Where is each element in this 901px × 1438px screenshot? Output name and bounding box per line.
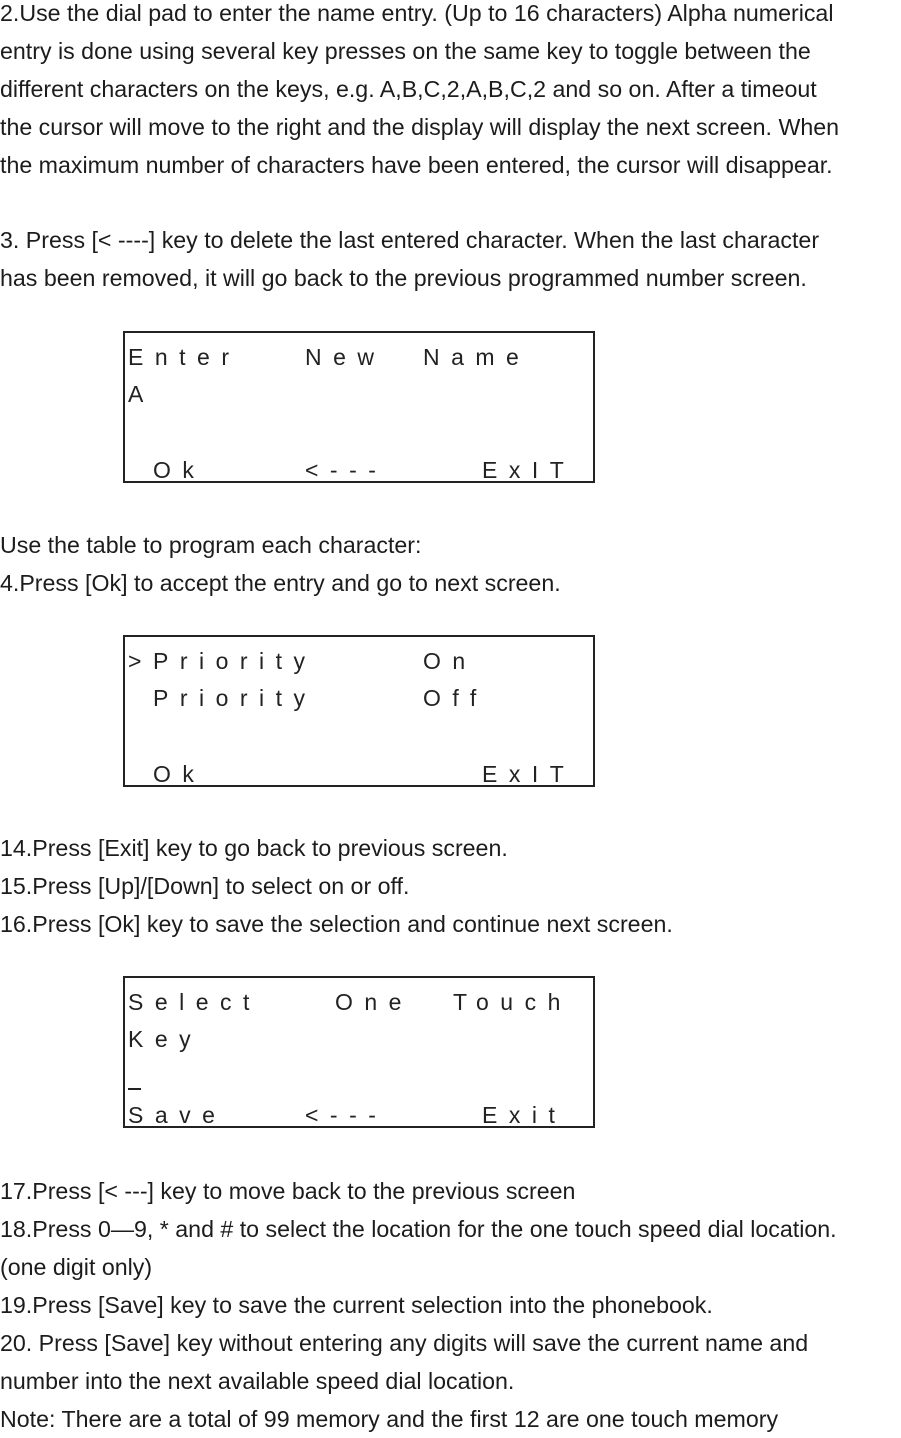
screen-title-word: Key bbox=[128, 1026, 203, 1052]
text-line: 19.Press [Save] key to save the current selection into the phonebook. bbox=[0, 1292, 713, 1318]
softkey-ok: Ok bbox=[153, 457, 206, 483]
priority-off-value: Off bbox=[423, 685, 488, 711]
softkey-backspace: <--- bbox=[305, 1102, 388, 1128]
text-line: the maximum number of characters have been entered, the cursor will disappear. bbox=[0, 152, 833, 178]
text-line: 16.Press [Ok] key to save the selection and continue next screen. bbox=[0, 911, 673, 937]
text-line: Note: There are a total of 99 memory and the first 12 are one touch memory bbox=[0, 1406, 779, 1432]
softkey-exit: Exit bbox=[482, 1102, 567, 1128]
text-line: entry is done using several key presses on the same key to toggle between the bbox=[0, 38, 811, 64]
softkey-exit: ExIT bbox=[482, 457, 576, 483]
text-line: 3. Press [< ----] key to delete the last entered character. When the last character bbox=[0, 227, 820, 253]
text-line: 14.Press [Exit] key to go back to previous screen. bbox=[0, 835, 508, 861]
step3-paragraph bbox=[0, 221, 819, 297]
screen-title-word: Name bbox=[423, 344, 531, 370]
softkey-backspace: <--- bbox=[305, 457, 388, 483]
text-line: 2.Use the dial pad to enter the name entry. (Up to 16 characters) Alpha numerical bbox=[0, 0, 834, 26]
priority-off-label: Priority bbox=[153, 685, 317, 711]
intro-paragraph bbox=[0, 0, 839, 184]
priority-on-label: Priority bbox=[153, 648, 317, 674]
text-line: has been removed, it will go back to the previous programmed number screen. bbox=[0, 265, 807, 291]
selection-pointer: > bbox=[128, 648, 142, 674]
text-line: 4.Press [Ok] to accept the entry and go to next screen. bbox=[0, 570, 561, 596]
after-priority-paragraph bbox=[0, 829, 673, 943]
lcd-screen-priority bbox=[123, 635, 595, 787]
after-name-paragraph bbox=[0, 526, 561, 602]
text-line: 20. Press [Save] key without entering any digits will save the current name and bbox=[0, 1330, 809, 1356]
lcd-screen-enter-name bbox=[123, 331, 595, 483]
after-onetouch-paragraph bbox=[0, 1172, 837, 1438]
softkey-exit: ExIT bbox=[482, 761, 576, 787]
text-line: 18.Press 0—9, * and # to select the location for the one touch speed dial location. bbox=[0, 1216, 837, 1242]
text-line: 17.Press [< ---] key to move back to the previous screen bbox=[0, 1178, 576, 1204]
entry-cursor bbox=[128, 1088, 141, 1090]
text-line: the cursor will move to the right and the display will display the next screen. When bbox=[0, 114, 840, 140]
lcd-screen-one-touch bbox=[123, 976, 595, 1128]
screen-title-word: Touch bbox=[453, 989, 572, 1015]
text-line: Use the table to program each character: bbox=[0, 532, 422, 558]
text-line: different characters on the keys, e.g. A,B,C,2,A,B,C,2 and so on. After a timeout bbox=[0, 76, 817, 102]
screen-title-word: New bbox=[305, 344, 386, 370]
screen-title-word: One bbox=[335, 989, 413, 1015]
text-line: number into the next available speed dial location. bbox=[0, 1368, 515, 1394]
text-line: (one digit only) bbox=[0, 1254, 153, 1280]
name-entry-value: A bbox=[128, 381, 155, 407]
softkey-save: Save bbox=[128, 1102, 227, 1128]
screen-title-word: Enter bbox=[128, 344, 241, 370]
priority-on-value: On bbox=[423, 648, 477, 674]
screen-title-word: Select bbox=[128, 989, 261, 1015]
text-line: 15.Press [Up]/[Down] to select on or off. bbox=[0, 873, 410, 899]
softkey-ok: Ok bbox=[153, 761, 206, 787]
